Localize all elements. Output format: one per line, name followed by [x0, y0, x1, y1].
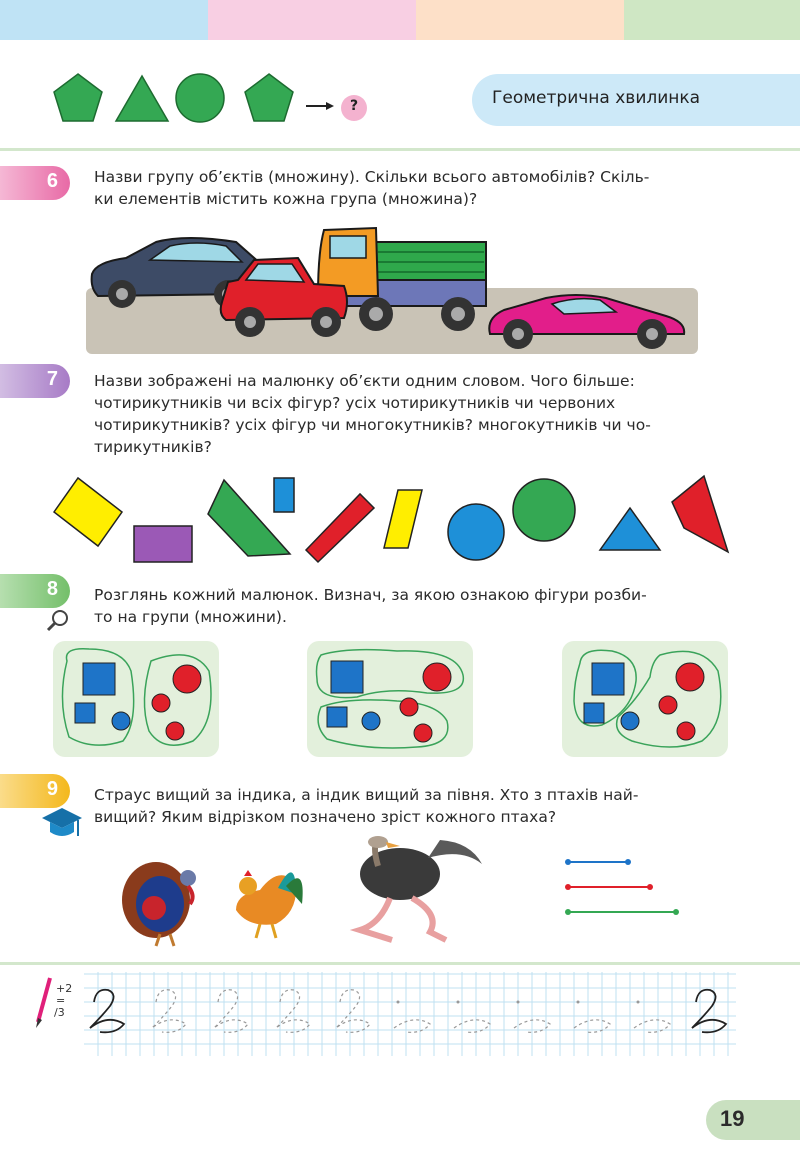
blue-triangle [600, 508, 660, 550]
blue-square-large [83, 663, 115, 695]
green-pentagon-1 [54, 74, 102, 121]
cars-illustration [86, 222, 698, 354]
grouping-panel-3 [562, 641, 728, 757]
task-7-line: Назви зображені на малюнку об’єкти одним словом. Чого більше: [94, 372, 635, 390]
blue-square-large [592, 663, 624, 695]
task-9-text [94, 784, 734, 828]
red-circle-small [152, 694, 170, 712]
digit-two-trace [214, 990, 248, 1033]
ostrich-image [360, 836, 482, 940]
task-7-line: чотирикутників? усіх фігур чи многокутників? многокутників чи чо- [94, 416, 651, 434]
digit-two-trace [276, 990, 310, 1033]
task-8-line: то на групи (множини). [94, 608, 287, 626]
blue-circle-small [112, 712, 130, 730]
top-band-peach [416, 0, 624, 40]
copybook-grid [84, 972, 736, 1056]
red-circle-large [423, 663, 451, 691]
red-rhombus [672, 476, 728, 552]
arrow-head [326, 102, 334, 110]
green-triangle [116, 76, 168, 121]
pencil-icon [32, 972, 76, 1028]
digit-two-solid [90, 990, 124, 1033]
section-title-tab [472, 74, 800, 126]
task-7-text [94, 370, 734, 458]
red-strip [306, 494, 374, 562]
red-circle-small [677, 722, 695, 740]
truck-window [330, 236, 366, 258]
task-9-line: Страус вищий за індика, а індик вищий за півня. Хто з птахів най- [94, 786, 639, 804]
task-7-line: чотирикутників чи всіх фігур? усіх чотирикутників чи червоних [94, 394, 616, 412]
page-number-tab [706, 1100, 800, 1140]
task-8-text [94, 584, 734, 628]
yellow-parallelogram [384, 490, 422, 548]
digit-two-trace [336, 990, 370, 1033]
red-circle-small [166, 722, 184, 740]
magnifier-icon [44, 608, 72, 632]
shape-sequence [50, 68, 390, 128]
blue-circle-small [621, 712, 639, 730]
task-7-number: 7 [46, 368, 58, 390]
purple-rectangle [134, 526, 192, 562]
question-mark: ? [349, 98, 359, 114]
task-8-line: Розглянь кожний малюнок. Визнач, за якою ознакою фігури розби- [94, 586, 647, 604]
svg-text:=: = [56, 994, 66, 1007]
birds-illustration [110, 834, 730, 954]
blue-small-rectangle [274, 478, 294, 512]
red-circle-large [173, 665, 201, 693]
rooster-image [236, 870, 303, 938]
blue-circle-small [362, 712, 380, 730]
blue-square-large [331, 661, 363, 693]
top-band-green [624, 0, 800, 40]
green-circle [176, 74, 224, 122]
task-6-line: Назви групу об’єктів (множину). Скільки всього автомобілів? Скіль- [94, 168, 650, 186]
task-9-number: 9 [46, 778, 58, 800]
shapes-illustration [50, 470, 740, 566]
task-8-tab [0, 574, 70, 608]
header-separator [0, 148, 800, 151]
red-circle-small [414, 724, 432, 742]
graduation-cap-icon [40, 806, 84, 842]
turkey-image [122, 862, 196, 946]
yellow-rectangle [54, 478, 122, 546]
task-7-tab [0, 364, 70, 398]
digit-two-solid [692, 990, 726, 1033]
red-circle-large [676, 663, 704, 691]
svg-text:+2: +2 [56, 982, 73, 995]
grouping-panel-2 [307, 641, 473, 757]
svg-text:/3: /3 [54, 1006, 65, 1019]
task-7-line: тирикутників? [94, 438, 212, 456]
task-6-text [94, 166, 734, 210]
blue-square-small [327, 707, 347, 727]
blue-circle [448, 504, 504, 560]
grouping-panel-1 [53, 641, 219, 757]
task-6-tab [0, 166, 70, 200]
section-title: Геометрична хвилинка [492, 88, 701, 108]
green-pentagon-2 [245, 74, 293, 121]
blue-square-small [75, 703, 95, 723]
top-band-pink [208, 0, 416, 40]
task-9-tab [0, 774, 70, 808]
task-6-number: 6 [46, 170, 58, 192]
red-circle-small [659, 696, 677, 714]
page-number: 19 [720, 1106, 745, 1131]
task-6-line: ки елементів містить кожна група (множина)? [94, 190, 478, 208]
blue-square-small [584, 703, 604, 723]
green-circle-large [513, 479, 575, 541]
top-band-blue [0, 0, 208, 40]
digit-two-trace [152, 990, 186, 1033]
red-circle-small [400, 698, 418, 716]
task-8-number: 8 [46, 578, 58, 600]
writing-separator [0, 962, 800, 965]
task-9-line: вищий? Яким відрізком позначено зріст кожного птаха? [94, 808, 557, 826]
